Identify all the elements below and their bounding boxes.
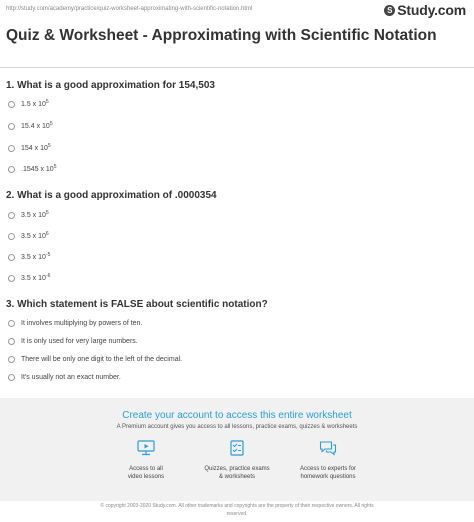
quiz-icon: [228, 440, 246, 456]
option-text: 1.5 x $10^5$: [21, 98, 49, 108]
q1-option-1[interactable]: [8, 98, 49, 110]
monitor-icon: [137, 440, 155, 456]
q3-option-4[interactable]: [8, 371, 121, 383]
brand-name: Study.com: [397, 2, 466, 18]
option-text: It's usually not an exact number.: [21, 373, 121, 381]
radio-button[interactable]: [8, 233, 15, 240]
feature-text-line2: & worksheets: [218, 474, 255, 480]
radio-button[interactable]: [8, 145, 15, 152]
q3-option-1[interactable]: [8, 317, 142, 329]
brand-logo[interactable]: [384, 2, 466, 18]
radio-button[interactable]: [8, 212, 15, 219]
radio-button[interactable]: [8, 356, 15, 363]
question-1: 1. What is a good approximation for 154,503: [6, 80, 215, 91]
feature-text-line1: Access to all: [129, 466, 163, 472]
feature-video-lessons: [96, 440, 196, 481]
feature-quizzes: [187, 440, 287, 481]
feature-text-line1: Access to experts for: [299, 466, 357, 472]
radio-button[interactable]: [8, 166, 15, 173]
q1-option-3[interactable]: [8, 142, 51, 154]
promo-title[interactable]: Create your account to access this entire worksheet: [122, 410, 352, 421]
q2-option-1[interactable]: [8, 209, 49, 221]
option-text: It is only used for very large numbers.: [21, 337, 138, 345]
radio-button[interactable]: [8, 101, 15, 108]
q1-option-2[interactable]: [8, 120, 53, 132]
radio-button[interactable]: [8, 275, 15, 282]
q2-option-4[interactable]: [8, 272, 50, 284]
q2-option-2[interactable]: [8, 230, 49, 242]
radio-button[interactable]: [8, 320, 15, 327]
top-bar: [0, 0, 474, 20]
q3-option-3[interactable]: [8, 353, 182, 365]
q3-option-2[interactable]: [8, 335, 138, 347]
option-text: It involves multiplying by powers of ten.: [21, 319, 143, 327]
radio-button[interactable]: [8, 254, 15, 261]
promo-subtitle: A Premium account gives you access to all lessons, practice exams, quizzes & worksheets: [116, 424, 358, 430]
feature-text-line1: Quizzes, practice exams: [204, 466, 270, 472]
feature-text-line2: video lessons: [127, 474, 165, 480]
page-url[interactable]: http://study.com/academy/practice/quiz-worksheet-approximating-with-scientific-notation.html: [6, 6, 253, 12]
option-text: 3.5 x $10^{-6}$: [21, 272, 51, 282]
option-text: 3.5 x $10^5$: [21, 209, 49, 219]
feature-text-line2: homework questions: [300, 474, 356, 480]
question-3: 3. Which statement is FALSE about scientific notation?: [6, 299, 268, 310]
radio-button[interactable]: [8, 338, 15, 345]
study-logo-icon: S: [384, 5, 395, 16]
page-title: Quiz & Worksheet - Approximating with Scientific Notation: [6, 27, 437, 44]
q2-option-3[interactable]: [8, 251, 50, 263]
radio-button[interactable]: [8, 123, 15, 130]
q1-option-4[interactable]: [8, 163, 56, 175]
option-text: There will be only one digit to the left of the decimal.: [21, 355, 183, 363]
copyright-line1: © copyright 2003-2020 Study.com. All other trademarks and copyrights are the property of their respective owners. All rights: [100, 503, 374, 509]
question-2: 2. What is a good approximation of .0000354: [6, 190, 217, 201]
chat-icon: [319, 440, 337, 456]
option-text: .1545 x $10^5$: [21, 163, 57, 173]
radio-button[interactable]: [8, 374, 15, 381]
feature-experts: [278, 440, 378, 481]
option-text: 154 x $10^5$: [21, 142, 51, 152]
copyright-footer: [0, 502, 474, 518]
copyright-line2: reserved.: [226, 511, 248, 517]
option-text: 3.5 x $10^{-5}$: [21, 251, 51, 261]
option-text: 15.4 x $10^5$: [21, 120, 53, 130]
option-text: 3.5 x $10^6$: [21, 230, 49, 240]
title-divider: [0, 67, 474, 68]
